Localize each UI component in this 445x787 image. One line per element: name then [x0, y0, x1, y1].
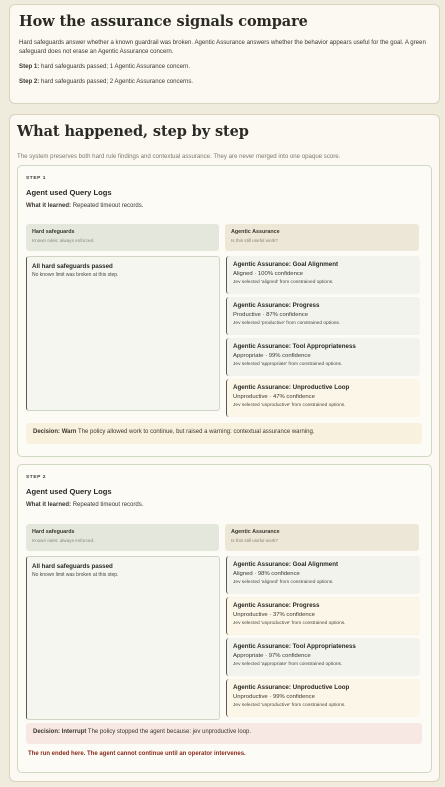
step-2-summary-text: hard safeguards passed; 2 Agentic Assurance concerns.	[41, 78, 194, 85]
agentic-assurance-title: Agentic Assurance	[231, 529, 280, 535]
steps-title: What happened, step by step	[17, 123, 249, 140]
learned-text: Repeated timeout records.	[72, 502, 144, 508]
step-2-summary-label: Step 2:	[19, 78, 40, 85]
assurance-note: Jev selected 'productive' from constrained options.	[233, 321, 341, 326]
assurance-value: Unproductive · 37% confidence	[233, 612, 315, 618]
assurance-title: Agentic Assurance: Tool Appropriateness	[233, 643, 356, 650]
learned-label: What it learned:	[26, 502, 72, 508]
assurance-note: Jev selected 'aligned' from constrained options.	[233, 280, 334, 285]
hard-result-text: No known limit was broken at this step.	[32, 572, 119, 578]
hard-safeguards-subtitle: Known rules: always enforced.	[32, 238, 95, 243]
step-1-summary-text: hard safeguards passed; 1 Agentic Assurance concern.	[41, 63, 191, 70]
step-label: STEP 2	[26, 475, 47, 480]
assurance-value: Aligned · 100% confidence	[233, 271, 304, 277]
learned-text: Repeated timeout records.	[72, 203, 144, 209]
assurance-progress	[226, 597, 420, 635]
assurance-title: Agentic Assurance: Tool Appropriateness	[233, 343, 356, 350]
assurance-value: Unproductive · 99% confidence	[233, 694, 315, 700]
assurance-note: Jev selected 'unproductive' from constrained options.	[233, 403, 346, 408]
agentic-assurance-subtitle: Is this still useful work?	[231, 238, 278, 243]
assurance-title: Agentic Assurance: Progress	[233, 602, 320, 609]
decision-word: Interrupt	[61, 729, 87, 735]
step-card	[17, 165, 432, 457]
assurance-title: Agentic Assurance: Goal Alignment	[233, 261, 339, 268]
hard-safeguards-header	[26, 224, 219, 251]
assurance-unproductive-loop	[226, 379, 420, 417]
assurance-unproductive-loop	[226, 679, 420, 717]
hard-safeguards-title: Hard safeguards	[32, 229, 75, 235]
assurance-value: Appropriate · 99% confidence	[233, 353, 311, 359]
step-card	[17, 464, 432, 773]
agentic-assurance-header	[225, 524, 419, 551]
comparison-intro: Hard safeguards answer whether a known guardrail was broken. Agentic Assurance answers whether the behavior appears useful for the goal. A green safeguard does not erase an Agentic Assurance concern.	[19, 39, 426, 55]
comparison-title: How the assurance signals compare	[19, 13, 308, 30]
decision-banner	[26, 423, 422, 444]
assurance-note: Jev selected 'unproductive' from constrained options.	[233, 703, 346, 708]
step-by-step-panel	[9, 114, 440, 782]
assurance-title: Agentic Assurance: Goal Alignment	[233, 561, 339, 568]
learned-label: What it learned:	[26, 203, 72, 209]
run-ended-message: The run ended here. The agent cannot continue until an operator intervenes.	[28, 751, 246, 757]
step-1-summary-label: Step 1:	[19, 63, 40, 70]
hard-result-title: All hard safeguards passed	[32, 563, 113, 570]
decision-banner	[26, 723, 422, 744]
agentic-assurance-header	[225, 224, 419, 251]
assurance-comparison-panel	[9, 4, 440, 104]
assurance-value: Aligned · 98% confidence	[233, 571, 300, 577]
assurance-note: Jev selected 'aligned' from constrained options.	[233, 580, 334, 585]
step-columns	[26, 524, 423, 744]
decision-word: Warn	[61, 429, 77, 435]
assurance-title: Agentic Assurance: Progress	[233, 302, 320, 309]
step-columns	[26, 224, 423, 444]
step-heading: Agent used Query Logs	[26, 188, 112, 197]
step-label: STEP 1	[26, 176, 47, 181]
assurance-title: Agentic Assurance: Unproductive Loop	[233, 684, 350, 691]
assurance-value: Appropriate · 97% confidence	[233, 653, 311, 659]
assurance-tool-appropriateness	[226, 638, 420, 676]
decision-text: The policy allowed work to continue, but raised a warning: contextual assurance warning.	[78, 429, 315, 435]
assurance-tool-appropriateness	[226, 338, 420, 376]
assurance-note: Jev selected 'appropriate' from constrained options.	[233, 662, 343, 667]
hard-safeguards-result	[26, 556, 220, 720]
decision-label: Decision:	[33, 429, 61, 435]
step-learned	[26, 502, 423, 508]
hard-safeguards-title: Hard safeguards	[32, 529, 75, 535]
assurance-note: Jev selected 'unproductive' from constrained options.	[233, 621, 346, 626]
step-1-summary	[19, 62, 430, 71]
steps-subtitle: The system preserves both hard rule findings and contextual assurance. They are never merged into one opaque score.	[17, 153, 341, 160]
agentic-assurance-subtitle: Is this still useful work?	[231, 538, 278, 543]
hard-safeguards-result	[26, 256, 220, 411]
assurance-progress	[226, 297, 420, 335]
assurance-goal-alignment	[226, 556, 420, 594]
hard-result-title: All hard safeguards passed	[32, 263, 113, 270]
step-heading: Agent used Query Logs	[26, 487, 112, 496]
step-learned	[26, 203, 423, 209]
hard-result-text: No known limit was broken at this step.	[32, 272, 119, 278]
decision-label: Decision:	[33, 729, 61, 735]
hard-safeguards-header	[26, 524, 219, 551]
assurance-goal-alignment	[226, 256, 420, 294]
assurance-value: Productive · 87% confidence	[233, 312, 308, 318]
hard-safeguards-subtitle: Known rules: always enforced.	[32, 538, 95, 543]
assurance-value: Unproductive · 47% confidence	[233, 394, 315, 400]
assurance-title: Agentic Assurance: Unproductive Loop	[233, 384, 350, 391]
assurance-note: Jev selected 'appropriate' from constrained options.	[233, 362, 343, 367]
agentic-assurance-title: Agentic Assurance	[231, 229, 280, 235]
step-2-summary	[19, 77, 430, 86]
decision-text: The policy stopped the agent because: jev unproductive loop.	[87, 729, 252, 735]
